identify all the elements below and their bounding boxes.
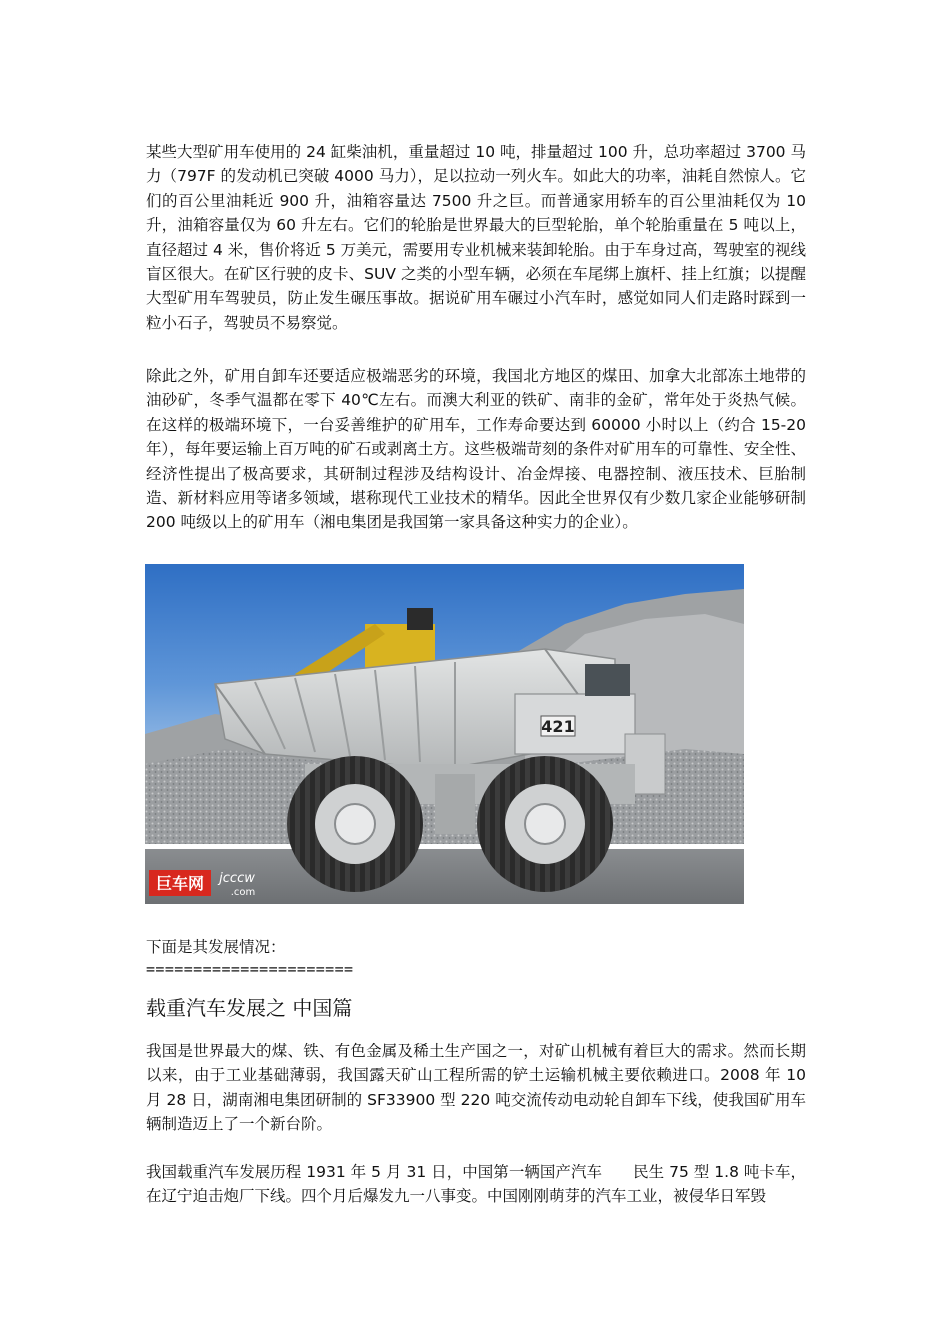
paragraph-environment: 除此之外，矿用自卸车还要适应极端恶劣的环境，我国北方地区的煤田、加拿大北部冻土地带的油砂矿，冬季气温都在零下 40℃左右。而澳大利亚的铁矿、南非的金矿，常年处于炎热气候。在这样的极端环境下，一台妥善维护的矿用车，工作寿命要达到 60000 小时以上（约合 15-20 年），每年要运输上百万吨的矿石或剥离土方。这些极端苛刻的条件对矿用车的可靠性、安全性、经济性提出了极高要求，其研制过程涉及结构设计、冶金焊接、电器控制、液压技术、巨胎制造、新材料应用等诸多领域，堪称现代工业技术的精华。因此全世界仅有少数几家企业能够研制 200 吨级以上的矿用车（湘电集团是我国第一家具备这种实力的企业）。 — [146, 367, 806, 532]
mining-truck-photo — [145, 564, 744, 904]
svg-text:巨车网: 巨车网 — [155, 874, 205, 893]
section-heading: 载重汽车发展之 中国篇 — [146, 996, 353, 1020]
paragraph-china-demand: 我国是世界最大的煤、铁、有色金属及稀土生产国之一，对矿山机械有着巨大的需求。然而长期以来，由于工业基础薄弱，我国露天矿山工程所需的铲土运输机械主要依赖进口。2008 年 10 月 28 日，湖南湘电集团研制的 SF33900 型 220 吨交流传动电动轮自卸车下线，使我国矿用车辆制造迈上了一个新台阶。 — [146, 1042, 806, 1134]
svg-text:jcccw: jcccw — [219, 871, 255, 886]
paragraph-history: 我国载重汽车发展历程 1931 年 5 月 31 日，中国第一辆国产汽车 民生 75 型 1.8 吨卡车，在辽宁迫击炮厂下线。四个月后爆发九一八事变。中国刚刚萌芽的汽车工业，被侵华日军毁 — [146, 1163, 806, 1206]
truck-number: 421 — [541, 717, 575, 736]
development-intro: 下面是其发展情况： — [146, 938, 286, 956]
paragraph-engine-specs: 某些大型矿用车使用的 24 缸柴油机，重量超过 10 吨，排量超过 100 升，总功率超过 3700 马力（797F 的发动机已突破 4000 马力），足以拉动一列火车。如此大的功率，油耗自然惊人。它们的百公里油耗近 900 升，油箱容量达 7500 升之巨。而普通家用轿车的百公里油耗仅为 10 升，油箱容量仅为 60 升左右。它们的轮胎是世界最大的巨型轮胎，单个轮胎重量在 5 吨以上，直径超过 4 米，售价将近 5 万美元，需要用专业机械来装卸轮胎。由于车身过高，驾驶室的视线盲区很大。在矿区行驶的皮卡、SUV 之类的小型车辆，必须在车尾绑上旗杆、挂上红旗；以提醒大型矿用车驾驶员，防止发生碾压事故。据说矿用车碾过小汽车时，感觉如同人们走路时踩到一粒小石子，驾驶员不易察觉。 — [146, 143, 806, 332]
jcccw-watermark — [149, 870, 255, 898]
section-divider: ====================== — [146, 960, 354, 978]
svg-text:.com: .com — [230, 887, 256, 898]
